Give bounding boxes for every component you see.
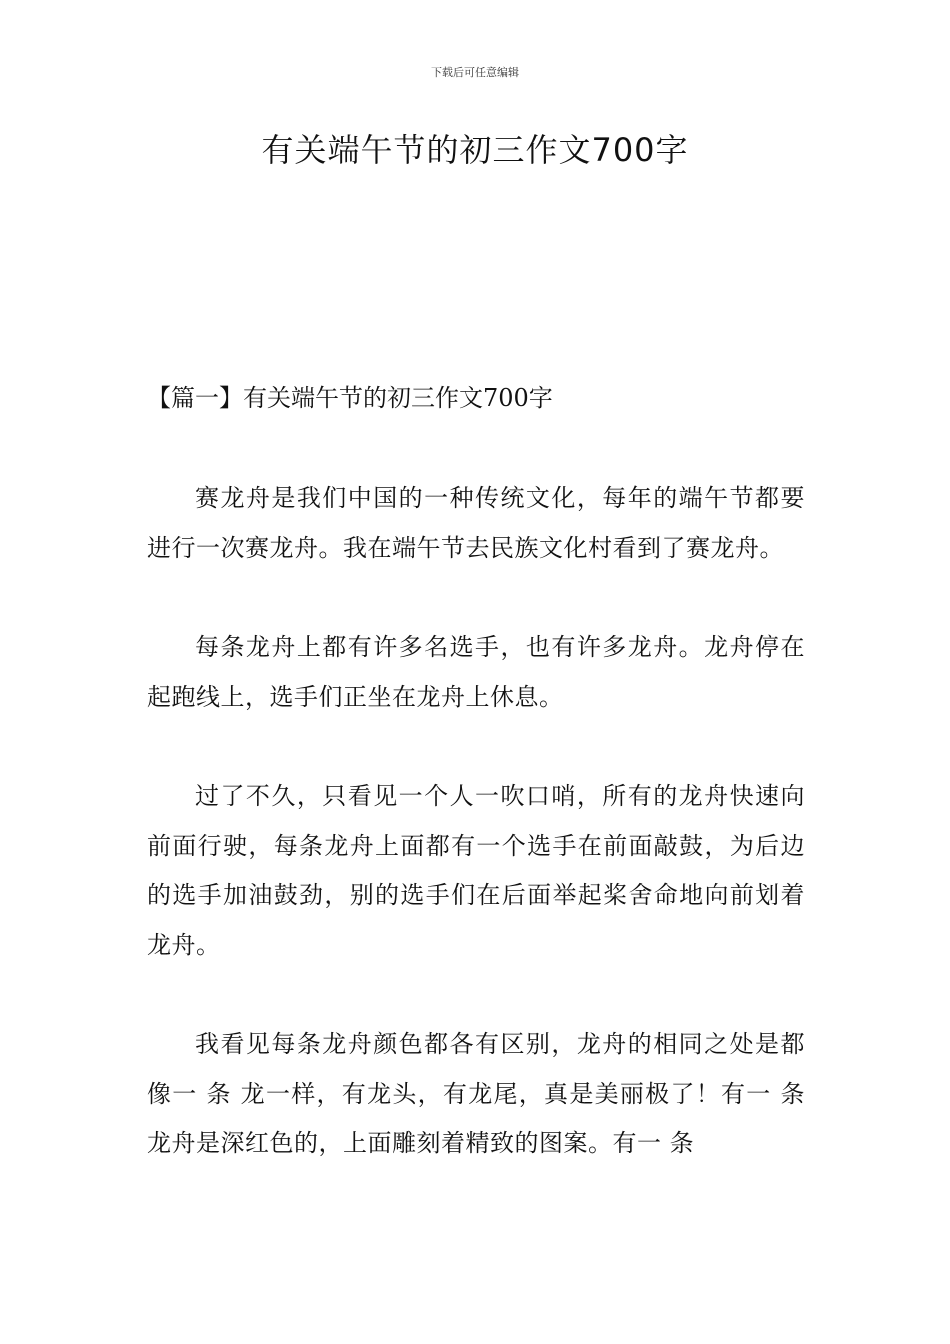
paragraph: 赛龙舟是我们中国的一种传统文化，每年的端午节都要进行一次赛龙舟。我在端午节去民族文化村看到了赛龙舟。 xyxy=(147,484,805,562)
document-body xyxy=(147,474,805,1219)
section-heading: 【篇一】有关端午节的初三作文700字 xyxy=(147,384,553,412)
paragraph: 每条龙舟上都有许多名选手，也有许多龙舟。龙舟停在起跑线上，选手们正坐在龙舟上休息。 xyxy=(147,633,805,711)
document-title: 有关端午节的初三作文700字 xyxy=(261,131,689,169)
paragraph: 过了不久，只看见一个人一吹口哨，所有的龙舟快速向前面行驶，每条龙舟上面都有一个选手在前面敲鼓，为后边的选手加油鼓劲，别的选手们在后面举起桨舍命地向前划着龙舟。 xyxy=(147,782,805,959)
header-note: 下载后可任意编辑 xyxy=(431,66,519,79)
paragraph: 我看见每条龙舟颜色都各有区别，龙舟的相同之处是都像一 条 龙一样，有龙头，有龙尾，真是美丽极了！有一 条 龙舟是深红色的，上面雕刻着精致的图案。有一 条 xyxy=(147,1030,805,1157)
